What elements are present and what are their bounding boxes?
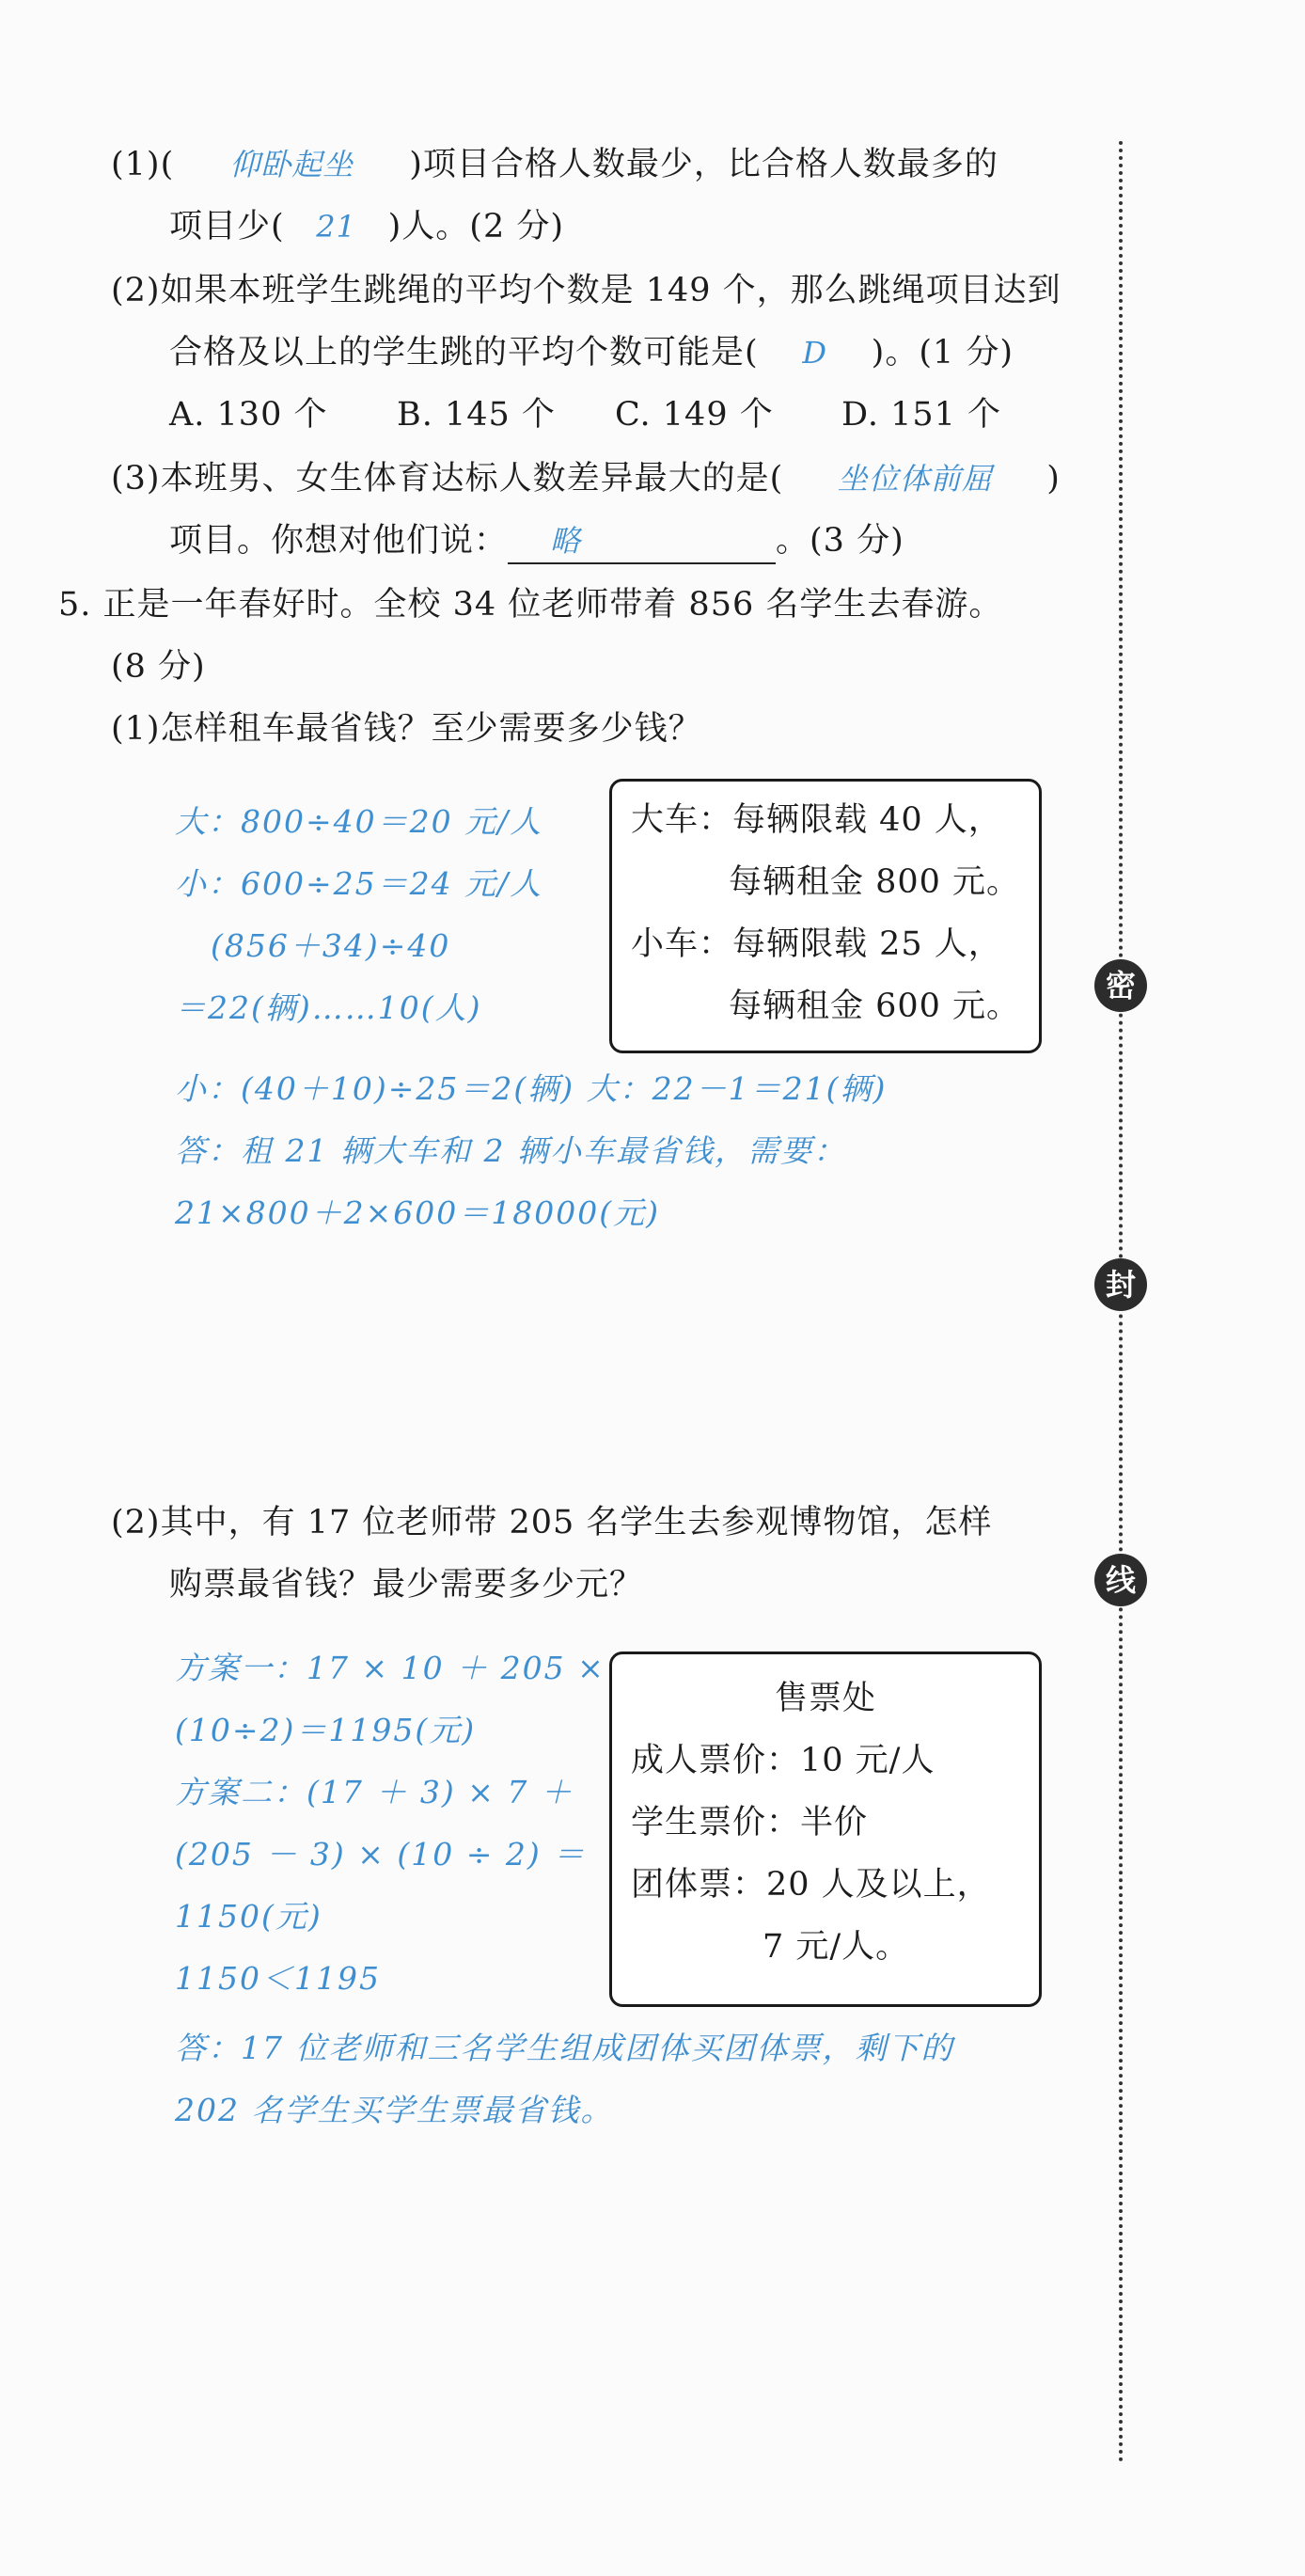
work-line: 答：17 位老师和三名学生组成团体买团体票，剩下的: [175, 2030, 954, 2066]
work-line: ＝22(辆)……10(人): [175, 989, 482, 1026]
box-line: 团体票：20 人及以上，: [631, 1866, 991, 1904]
q4-part2-line2: 合格及以上的学生跳的平均个数可能是( D )。(1 分): [169, 334, 1014, 371]
option-a: A. 130 个: [169, 396, 328, 434]
seal-feng: 封: [1094, 1258, 1147, 1311]
work-line: (205 － 3) × (10 ÷ 2) ＝: [175, 1836, 587, 1873]
answer-handwritten: D: [802, 335, 827, 371]
work-line: (10÷2)＝1195(元): [175, 1712, 477, 1748]
ticket-office-box: [609, 1651, 1042, 2007]
box-line: 学生票价：半价: [631, 1804, 869, 1841]
work-line: 小：600÷25＝24 元/人: [175, 865, 543, 902]
q5-sub2-line1: (2)其中，有 17 位老师带 205 名学生去参观博物馆，怎样: [111, 1504, 993, 1541]
option-c: C. 149 个: [615, 396, 774, 434]
q5-sub1-question: (1)怎样租车最省钱？至少需要多少钱？: [111, 710, 702, 748]
box-line: 7 元/人。: [763, 1928, 910, 1966]
q4-part1-line1: (1)( 仰卧起坐 )项目合格人数最少，比合格人数最多的: [111, 146, 998, 183]
seal-mi: 密: [1094, 959, 1147, 1012]
option-d: D. 151 个: [841, 396, 1001, 434]
box-title: 售票处: [774, 1680, 876, 1717]
answer-handwritten: 略: [550, 523, 582, 559]
seal-xian: 线: [1094, 1554, 1147, 1606]
answer-handwritten: 坐位体前屈: [837, 461, 993, 497]
work-line: 方案一：17 × 10 ＋ 205 ×: [175, 1650, 605, 1686]
q4-part2-line1: (2)如果本班学生跳绳的平均个数是 149 个，那么跳绳项目达到: [111, 272, 1061, 309]
box-line: 成人票价：10 元/人: [631, 1742, 936, 1779]
work-line: 方案二：(17 ＋ 3) × 7 ＋: [175, 1774, 574, 1810]
work-line: 1150(元): [175, 1898, 322, 1935]
bus-rental-info-box: [609, 779, 1042, 1053]
q4-part3-line1: (3)本班男、女生体育达标人数差异最大的是( 坐位体前屈 ): [111, 460, 1061, 498]
option-b: B. 145 个: [397, 396, 556, 434]
work-line: 21×800＋2×600＝18000(元): [175, 1194, 660, 1231]
box-line: 小车：每辆限载 25 人，: [631, 925, 1002, 963]
work-line: 202 名学生买学生票最省钱。: [175, 2092, 614, 2128]
work-line: 小：(40＋10)÷25＝2(辆) 大：22－1＝21(辆): [175, 1070, 888, 1107]
box-line: 大车：每辆限载 40 人，: [631, 801, 1002, 839]
q4-part1-line2: 项目少( 21 )人。(2 分): [169, 208, 565, 245]
q5-stem-line2: (8 分): [111, 648, 206, 686]
work-line: (856＋34)÷40: [211, 927, 451, 964]
work-line: 答：租 21 辆大车和 2 辆小车最省钱，需要：: [175, 1132, 846, 1169]
work-line: 1150＜1195: [175, 1960, 381, 1997]
answer-handwritten: 21: [316, 209, 357, 245]
box-line: 每辆租金 800 元。: [729, 863, 1021, 901]
box-line: 每辆租金 600 元。: [729, 988, 1021, 1025]
q5-stem-line1: 5. 正是一年春好时。全校 34 位老师带着 856 名学生去春游。: [58, 586, 1003, 624]
q4-part3-line2: 项目。你想对他们说： 略 。(3 分): [169, 519, 904, 564]
q5-sub2-line2: 购票最省钱？最少需要多少元？: [169, 1566, 644, 1604]
answer-handwritten: 仰卧起坐: [229, 147, 354, 182]
work-line: 大：800÷40＝20 元/人: [175, 803, 543, 840]
